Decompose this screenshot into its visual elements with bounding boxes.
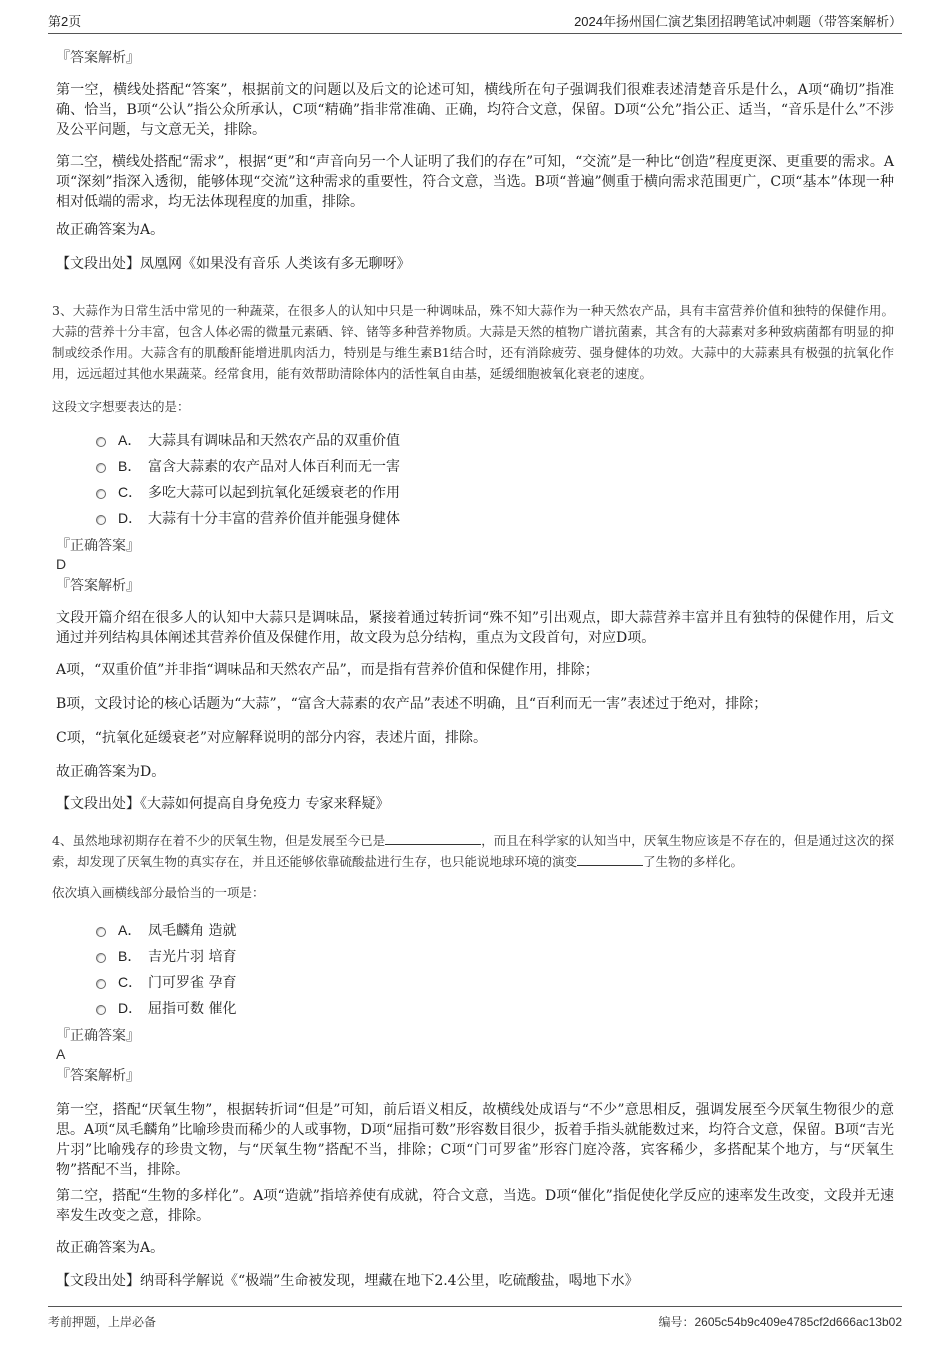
q3-analysis-c: C项，“抗氧化延缓衰老”对应解释说明的部分内容，表述片面，排除。 [56, 730, 488, 746]
radio-button[interactable] [96, 927, 106, 937]
q4-option-a[interactable]: A． 凤毛麟角 造就 [96, 917, 894, 943]
q4-analysis-label: 『答案解析』 [56, 1068, 140, 1084]
page-header [48, 12, 902, 34]
q3-analysis-label: 『答案解析』 [56, 578, 140, 594]
radio-button[interactable] [96, 463, 106, 473]
q3-answer: D [56, 556, 67, 572]
q4-option-c[interactable]: C． 门可罗雀 孕育 [96, 969, 894, 995]
q2-source: 【文段出处】凤凰网《如果没有音乐 人类该有多无聊呀》 [56, 256, 411, 272]
q4-answer-label: 『正确答案』 [56, 1028, 140, 1044]
q4-analysis-para2: 第二空，搭配“生物的多样化”。A项“造就”指培养使有成就，符合文意，当选。D项“催化”指促使化学反应的速率发生改变，文段并无速率发生改变之意，排除。 [56, 1188, 894, 1224]
q4-source: 【文段出处】纳哥科学解说《“极端”生命被发现，埋藏在地下2.4公里，吃硫酸盐，喝地下水》 [56, 1273, 639, 1289]
q3-options [96, 427, 894, 531]
document-title: 2024年扬州国仁演艺集团招聘笔试冲刺题（带答案解析） [574, 14, 902, 29]
radio-button[interactable] [96, 515, 106, 525]
radio-button[interactable] [96, 437, 106, 447]
document-code: 编号：2605c54b9c409e4785cf2d666ac13b02 [658, 1315, 902, 1329]
q2-analysis-para1: 第一空，横线处搭配“答案”，根据前文的问题以及后文的论述可知，横线所在句子强调我们很难表述清楚音乐是什么，A项“确切”指准确、恰当，B项“公认”指公众所承认，C项“精确”指非常准确、正确，均符合文意，保留。D项“公允”指公正、适当，“音乐是什么”不涉及公平问题，与文意无关，排除。 [56, 82, 894, 138]
q3-analysis-para1: 文段开篇介绍在很多人的认知中大蒜只是调味品，紧接着通过转折词“殊不知”引出观点，即大蒜营养丰富并且有独特的保健作用，后文通过并列结构具体阐述其营养价值及保健作用，故文段为总分结构，重点为文段首句，对应D项。 [56, 610, 894, 646]
q4-option-d[interactable]: D． 屈指可数 催化 [96, 995, 894, 1021]
q3-source: 【文段出处】《大蒜如何提高自身免疫力 专家来释疑》 [56, 796, 390, 812]
page-footer [48, 1306, 902, 1332]
q2-analysis-label: 『答案解析』 [56, 50, 140, 66]
q4-options [96, 917, 894, 1021]
q4-question: 依次填入画横线部分最恰当的一项是： [52, 885, 265, 900]
q3-answer-label: 『正确答案』 [56, 538, 140, 554]
q3-conclusion: 故正确答案为D。 [56, 764, 166, 780]
q4-analysis-para1: 第一空，搭配“厌氧生物”，根据转折词“但是”可知，前后语义相反，故横线处成语与“不少”意思相反，强调发展至今厌氧生物很少的意思。A项“凤毛麟角”比喻珍贵而稀少的人或事物，D项“屈指可数”形容数目很少，扳着手指头就能数过来，均符合文意，保留。B项“吉光片羽”比喻残存的珍贵文物，与“厌氧生物”搭配不当，排除；C项“门可罗雀”形容门庭冷落，宾客稀少，多搭配某个地方，与“厌氧生物”搭配不当，排除。 [56, 1102, 894, 1178]
q4-blank-1 [385, 833, 481, 845]
q3-analysis-a: A项，“双重价值”并非指“调味品和天然农产品”，而是指有营养价值和保健作用，排除； [56, 662, 599, 678]
radio-button[interactable] [96, 1005, 106, 1015]
q3-option-a[interactable]: A． 大蒜具有调味品和天然农产品的双重价值 [96, 427, 894, 453]
q4-conclusion: 故正确答案为A。 [56, 1240, 165, 1256]
q3-option-c[interactable]: C． 多吃大蒜可以起到抗氧化延缓衰老的作用 [96, 479, 894, 505]
q4-answer: A [56, 1046, 66, 1062]
q2-conclusion: 故正确答案为A。 [56, 222, 165, 238]
q3-stem: 3、大蒜作为日常生活中常见的一种蔬菜，在很多人的认知中只是一种调味品，殊不知大蒜作为一种天然农产品，具有丰富营养价值和独特的保健作用。大蒜的营养十分丰富，包含人体必需的微量元素硒、锌、锗等多种营养物质。大蒜是天然的植物广谱抗菌素，其含有的大蒜素对多种致病菌都有明显的抑制或绞杀作用。大蒜含有的肌酸酐能增进肌肉活力，特别是与维生素B1结合时，还有消除疲劳、强身健体的功效。大蒜中的大蒜素具有极强的抗氧化作用，远远超过其他水果蔬菜。经常食用，能有效帮助清除体内的活性氧自由基，延缓细胞被氧化衰老的速度。 [52, 303, 894, 381]
q3-question: 这段文字想要表达的是： [52, 399, 190, 414]
q2-analysis-para2: 第二空，横线处搭配“需求”，根据“更”和“声音向另一个人证明了我们的存在”可知，“交流”是一种比“创造”程度更深、更重要的需求。A项“深刻”指深入透彻，能够体现“交流”这种需求的重要性，符合文意，当选。B项“普遍”侧重于横向需求范围更广，C项“基本”体现一种相对低端的需求，均无法体现程度的加重，排除。 [56, 154, 894, 210]
radio-button[interactable] [96, 489, 106, 499]
q4-stem: 4、虽然地球初期存在着不少的厌氧生物，但是发展至今已是 ，而且在科学家的认知当中，厌氧生物应该是不存在的，但是通过这次的探索，却发现了厌氧生物的真实存在，并且还能够依靠硫酸盐进行生存，也只能说地球环境的演变 了生物的多样化。 [52, 833, 894, 869]
radio-button[interactable] [96, 953, 106, 963]
q3-option-b[interactable]: B． 富含大蒜素的农产品对人体百利而无一害 [96, 453, 894, 479]
q4-blank-2 [577, 854, 643, 866]
footer-slogan: 考前押题，上岸必备 [48, 1315, 157, 1329]
q3-option-d[interactable]: D． 大蒜有十分丰富的营养价值并能强身健体 [96, 505, 894, 531]
q3-analysis-b: B项，文段讨论的核心话题为“大蒜”，“富含大蒜素的农产品”表述不明确，且“百利而无一害”表述过于绝对，排除； [56, 696, 768, 712]
q4-option-b[interactable]: B． 吉光片羽 培育 [96, 943, 894, 969]
radio-button[interactable] [96, 979, 106, 989]
page-number: 第2页 [48, 14, 82, 29]
